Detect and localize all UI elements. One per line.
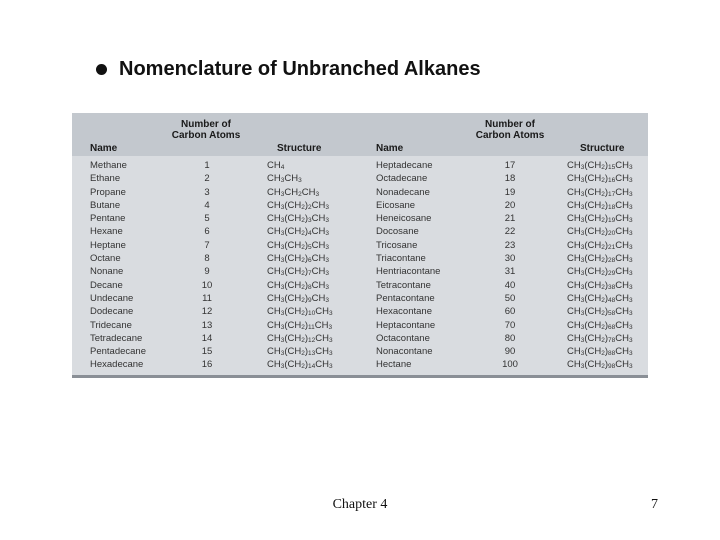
structure-formula: $CH_3(CH_2)_8CH_3$ — [267, 279, 330, 291]
alkane-name: Octacontane — [376, 332, 430, 344]
carbon-count: 100 — [502, 359, 518, 371]
carbon-count: 50 — [504, 292, 516, 304]
structure-formula: $CH_3(CH_2)_{68}CH_3$ — [567, 319, 633, 331]
structure-formula: $CH_3(CH_2)_{28}CH_3$ — [567, 253, 633, 265]
alkane-name: Pentacontane — [376, 292, 435, 304]
alkane-name: Tetradecane — [90, 332, 143, 344]
alkane-name: Octane — [90, 253, 121, 265]
alkane-name: Heneicosane — [376, 213, 432, 225]
alkane-name: Heptadecane — [376, 160, 433, 171]
table-row — [72, 199, 648, 212]
structure-formula: $CH_3(CH_2)_4CH_3$ — [267, 226, 330, 238]
structure-formula: $CH_3(CH_2)_{13}CH_3$ — [267, 346, 333, 358]
table-row — [72, 345, 648, 358]
alkane-name: Nonane — [90, 266, 124, 278]
structure-formula: $CH_3(CH_2)_{15}CH_3$ — [567, 160, 633, 171]
carbon-count: 23 — [504, 239, 516, 251]
table-row — [72, 305, 648, 318]
structure-formula: $CH_3(CH_2)_{11}CH_3$ — [267, 319, 333, 331]
structure-formula: $CH_3(CH_2)_{48}CH_3$ — [567, 292, 633, 304]
carbon-count: 9 — [204, 266, 210, 278]
table-row — [72, 239, 648, 252]
carbon-count: 70 — [504, 319, 516, 331]
carbon-count: 21 — [504, 213, 516, 225]
structure-formula: $CH_3(CH_2)_{18}CH_3$ — [567, 199, 633, 211]
alkane-name: Pentadecane — [90, 346, 146, 358]
structure-formula: $CH_3(CH_2)_5CH_3$ — [267, 239, 330, 251]
table-row — [72, 319, 648, 332]
carbon-count: 2 — [204, 173, 210, 185]
slide-title: Nomenclature of Unbranched Alkanes — [119, 58, 481, 80]
structure-formula: $CH_3(CH_2)_9CH_3$ — [267, 292, 330, 304]
carbon-count: 22 — [504, 226, 516, 238]
carbon-count: 1 — [204, 160, 210, 171]
footer-chapter: Chapter 4 — [332, 497, 388, 512]
structure-formula: $CH_3CH_3$ — [267, 173, 302, 185]
table-body — [72, 159, 648, 372]
alkane-name: Heptane — [90, 239, 126, 251]
carbon-count: 18 — [504, 173, 516, 185]
carbon-count: 11 — [202, 292, 212, 304]
table-row — [72, 172, 648, 185]
structure-formula: $CH_3(CH_2)_{10}CH_3$ — [267, 306, 333, 318]
carbon-count: 90 — [504, 346, 516, 358]
carbon-count: 60 — [504, 306, 516, 318]
alkane-name: Undecane — [90, 292, 134, 304]
table-row — [72, 186, 648, 199]
structure-formula: $CH_3(CH_2)_{38}CH_3$ — [567, 279, 633, 291]
slide-heading — [96, 58, 481, 81]
alkane-name: Heptacontane — [376, 319, 436, 331]
carbon-count: 4 — [204, 199, 210, 211]
alkane-name: Triacontane — [376, 253, 426, 265]
bullet-icon — [96, 64, 107, 75]
table-row — [72, 279, 648, 292]
structure-formula: $CH_3(CH_2)_3CH_3$ — [267, 213, 330, 225]
carbon-count: 16 — [201, 359, 213, 371]
alkane-name: Docosane — [376, 226, 419, 238]
carbon-count: 12 — [201, 306, 213, 318]
alkane-name: Hectane — [376, 359, 412, 371]
carbon-count: 7 — [204, 239, 210, 251]
header-carbon-count-right: Number of Carbon Atoms — [475, 119, 545, 141]
header-name-right: Name — [376, 143, 404, 154]
structure-formula: $CH_4$ — [267, 160, 285, 171]
alkane-name: Tetracontane — [376, 279, 431, 291]
carbon-count: 10 — [201, 279, 213, 291]
structure-formula: $CH_3(CH_2)_{17}CH_3$ — [567, 186, 633, 198]
alkane-name: Dodecane — [90, 306, 134, 318]
structure-formula: $CH_3(CH_2)_{12}CH_3$ — [267, 332, 333, 344]
structure-formula: $CH_3(CH_2)_{19}CH_3$ — [567, 213, 633, 225]
header-carbon-count-left: Number of Carbon Atoms — [171, 119, 241, 141]
carbon-count: 6 — [204, 226, 210, 238]
alkane-name: Propane — [90, 186, 126, 198]
carbon-count: 40 — [504, 279, 516, 291]
structure-formula: $CH_3CH_2CH_3$ — [267, 186, 320, 198]
table-row — [72, 265, 648, 278]
table-header-band — [72, 113, 648, 156]
alkane-name: Methane — [90, 160, 127, 171]
structure-formula: $CH_3(CH_2)_{78}CH_3$ — [567, 332, 633, 344]
structure-formula: $CH_3(CH_2)_{98}CH_3$ — [567, 359, 633, 371]
alkane-name: Nonadecane — [376, 186, 430, 198]
carbon-count: 15 — [201, 346, 213, 358]
structure-formula: $CH_3(CH_2)_{58}CH_3$ — [567, 306, 633, 318]
carbon-count: 20 — [504, 199, 516, 211]
structure-formula: $CH_3(CH_2)_7CH_3$ — [267, 266, 330, 278]
alkane-name: Hentriacontane — [376, 266, 441, 278]
table-row — [72, 358, 648, 371]
structure-formula: $CH_3(CH_2)_{29}CH_3$ — [567, 266, 633, 278]
header-structure-right: Structure — [580, 143, 625, 154]
structure-formula: $CH_3(CH_2)_{20}CH_3$ — [567, 226, 633, 238]
alkane-name: Pentane — [90, 213, 126, 225]
alkane-name: Decane — [90, 279, 123, 291]
structure-formula: $CH_3(CH_2)_{21}CH_3$ — [567, 239, 633, 251]
carbon-count: 3 — [204, 186, 210, 198]
structure-formula: $CH_3(CH_2)_{88}CH_3$ — [567, 346, 633, 358]
alkane-name: Eicosane — [376, 199, 416, 211]
carbon-count: 5 — [204, 213, 210, 225]
header-name-left: Name — [90, 143, 118, 154]
table-row — [72, 332, 648, 345]
page-number: 7 — [651, 497, 658, 512]
carbon-count: 13 — [201, 319, 213, 331]
carbon-count: 19 — [504, 186, 516, 198]
structure-formula: $CH_3(CH_2)_2CH_3$ — [267, 199, 330, 211]
carbon-count: 17 — [504, 160, 516, 171]
table-row — [72, 159, 648, 172]
structure-formula: $CH_3(CH_2)_{14}CH_3$ — [267, 359, 333, 371]
table-row — [72, 225, 648, 238]
structure-formula: $CH_3(CH_2)_{16}CH_3$ — [567, 173, 633, 185]
alkane-name: Nonacontane — [376, 346, 433, 358]
alkane-name: Tricosane — [376, 239, 418, 251]
alkane-table — [72, 113, 648, 378]
alkane-name: Hexane — [90, 226, 123, 238]
alkane-name: Hexadecane — [90, 359, 144, 371]
structure-formula: $CH_3(CH_2)_6CH_3$ — [267, 253, 330, 265]
header-structure-left: Structure — [277, 143, 322, 154]
table-row — [72, 212, 648, 225]
alkane-name: Octadecane — [376, 173, 428, 185]
alkane-name: Tridecane — [90, 319, 132, 331]
table-row — [72, 252, 648, 265]
carbon-count: 80 — [504, 332, 516, 344]
alkane-name: Ethane — [90, 173, 121, 185]
carbon-count: 8 — [204, 253, 210, 265]
carbon-count: 30 — [504, 253, 516, 265]
table-row — [72, 292, 648, 305]
carbon-count: 31 — [504, 266, 516, 278]
alkane-name: Hexacontane — [376, 306, 432, 318]
carbon-count: 14 — [201, 332, 213, 344]
alkane-name: Butane — [90, 199, 121, 211]
